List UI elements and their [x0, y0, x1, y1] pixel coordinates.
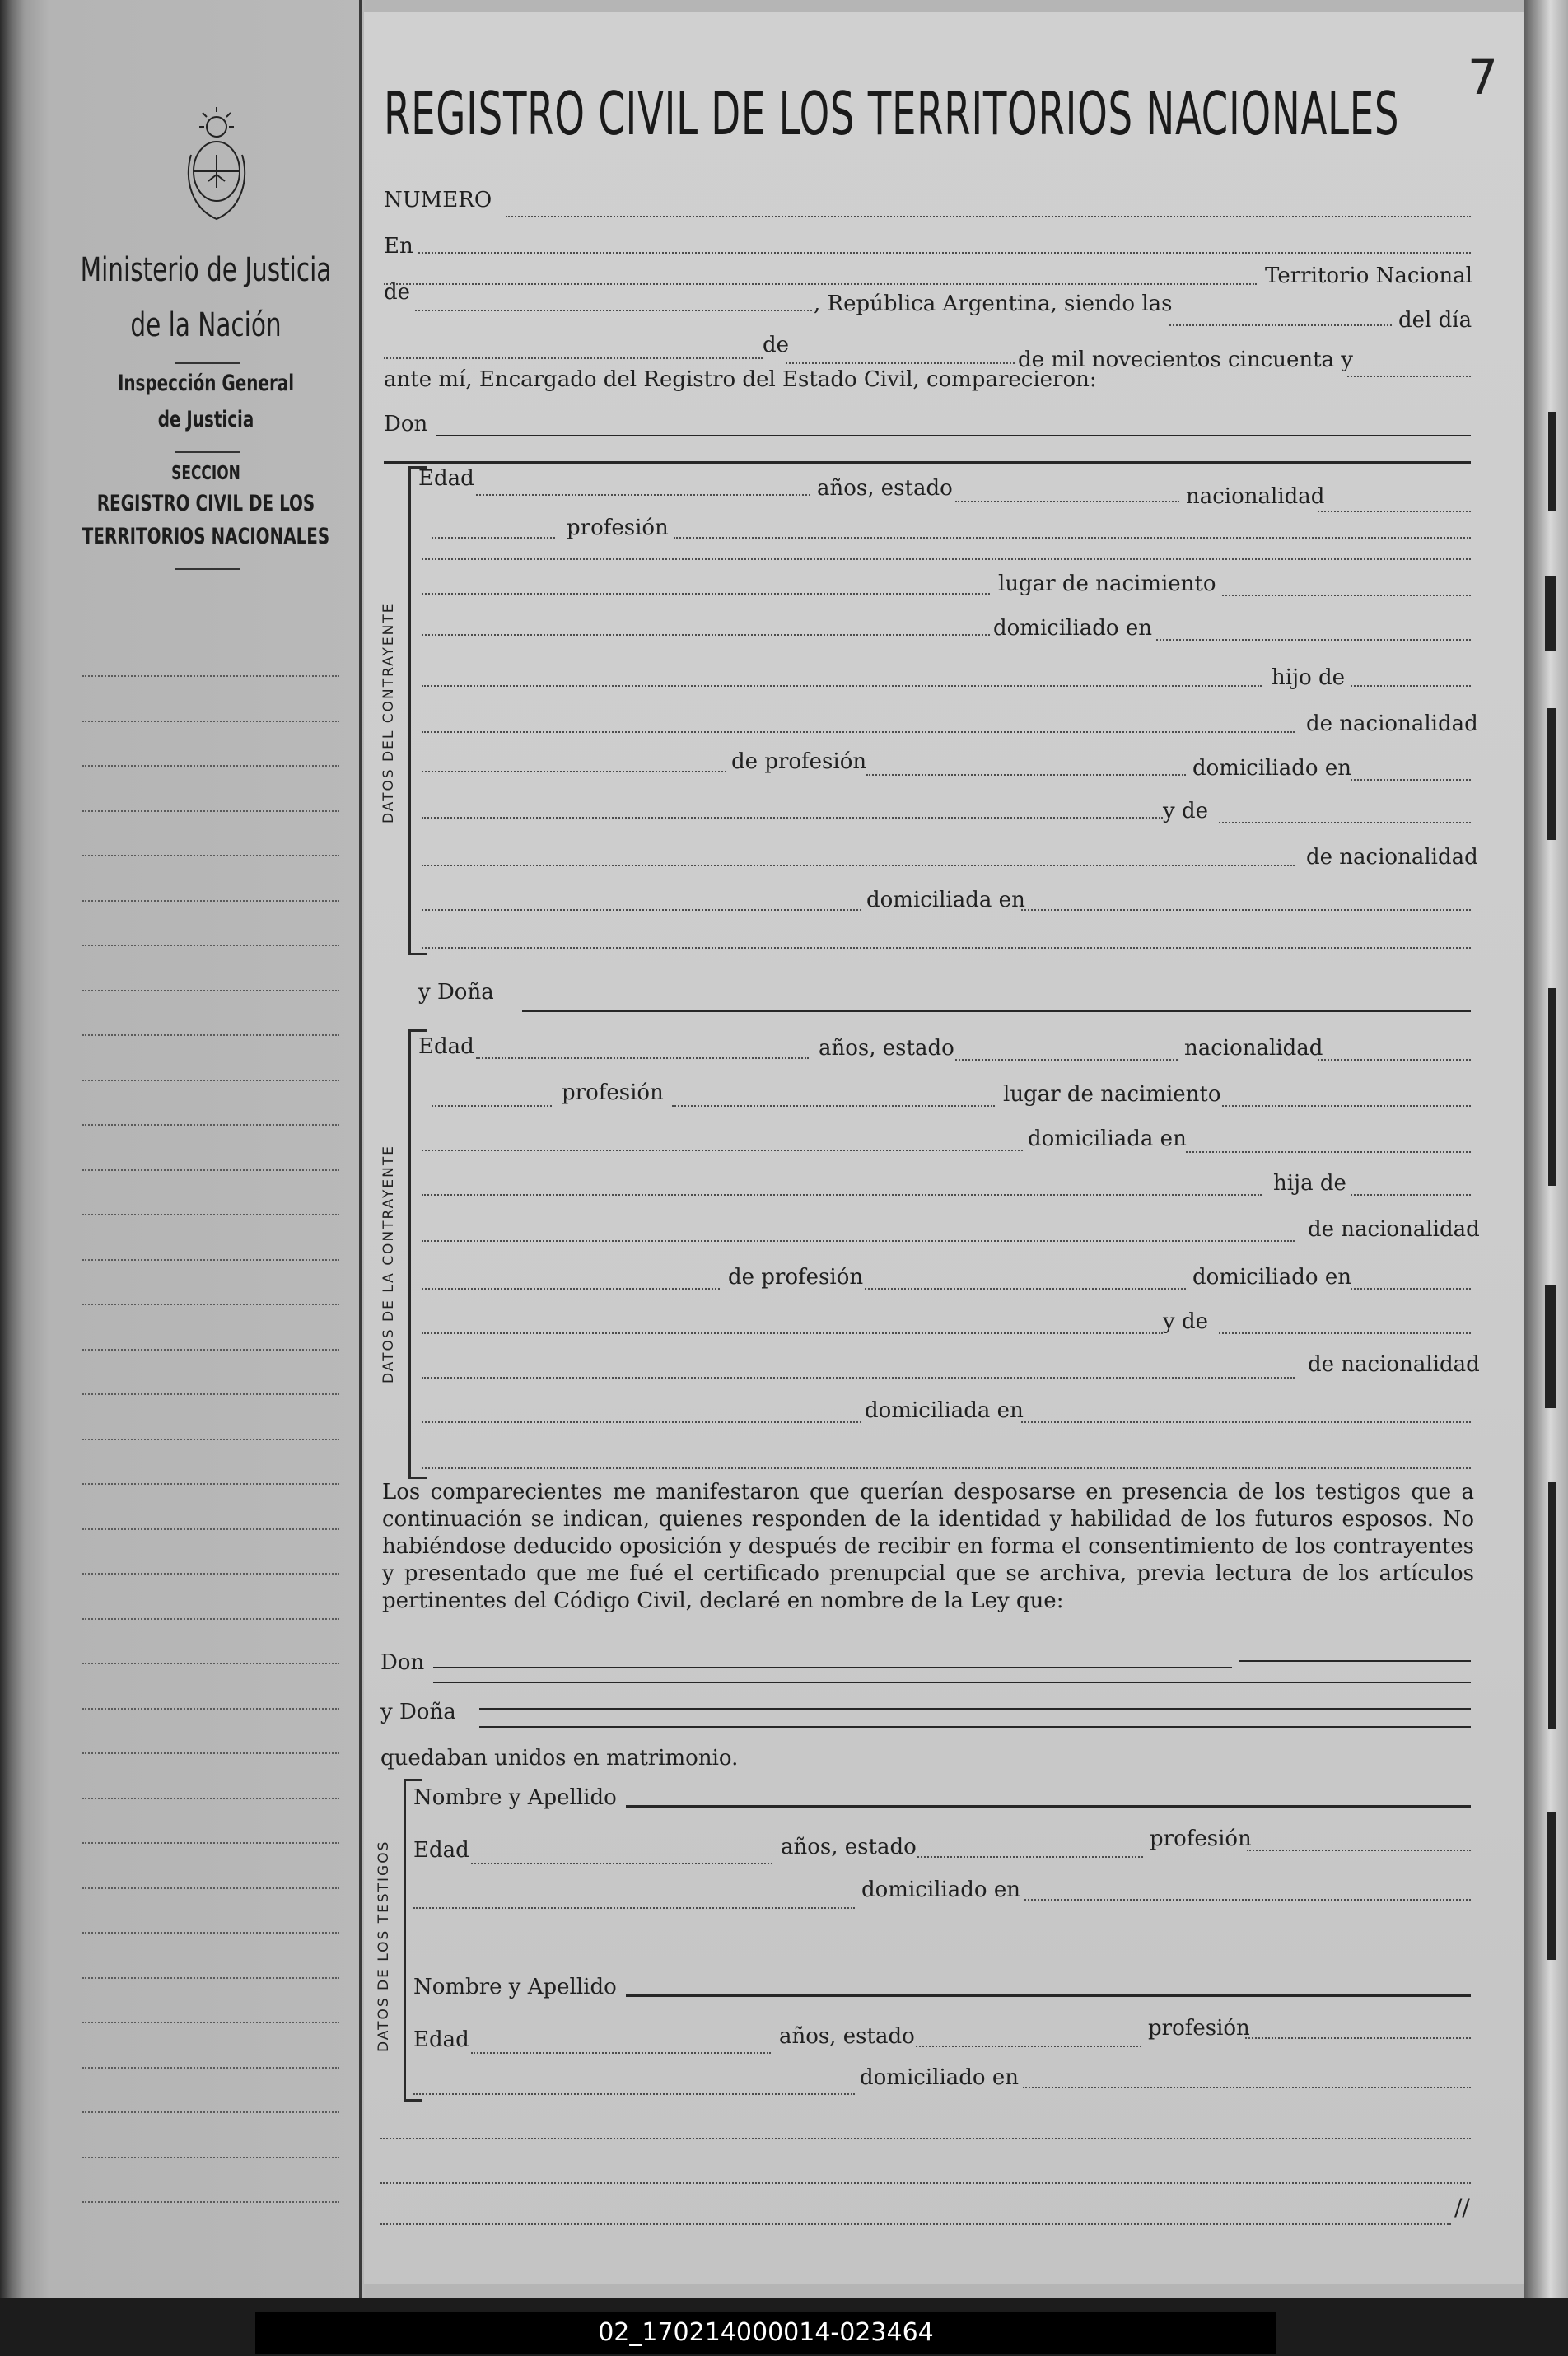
c-hijo-field[interactable] — [1351, 685, 1471, 687]
margin-note-line[interactable] — [82, 1977, 339, 1979]
decl-y-dona-label: y Doña — [380, 1700, 456, 1724]
c-nacionalidad-field[interactable] — [1318, 511, 1471, 512]
en-field[interactable] — [418, 252, 1471, 254]
margin-note-line[interactable] — [82, 2201, 339, 2203]
c-anos-estado-label: años, estado — [817, 476, 953, 501]
c-edad-label: Edad — [418, 466, 474, 491]
f-domicilio-pre[interactable] — [422, 1150, 1023, 1151]
de-field[interactable] — [415, 310, 812, 311]
don-label: Don — [384, 412, 428, 436]
f-y-de-label: y de — [1163, 1309, 1208, 1334]
t2-edad-label: Edad — [413, 2027, 469, 2052]
f-estado-field[interactable] — [955, 1059, 1178, 1061]
t1-profesion-field[interactable] — [1247, 1850, 1471, 1851]
f-de-nac2-label: de nacionalidad — [1308, 1352, 1480, 1377]
c-hijo-label: hijo de — [1272, 665, 1346, 690]
department-line-2: de Justicia — [157, 407, 254, 432]
bracket-t-top — [404, 1779, 422, 1781]
t2-dom-pre[interactable] — [413, 2093, 855, 2095]
column-divider — [359, 0, 362, 2298]
t2-anos-estado-label: años, estado — [779, 2024, 915, 2049]
image-id-footer: 02_170214000014-023464 — [255, 2312, 1276, 2354]
margin-note-line[interactable] — [82, 1259, 339, 1261]
testigos-side-label: DATOS DE LOS TESTIGOS — [376, 1840, 392, 2052]
don-field-underline — [384, 461, 1471, 464]
t1-domiciliado-label: domiciliado en — [861, 1878, 1020, 1902]
f-nacionalidad-label: nacionalidad — [1184, 1036, 1323, 1061]
c-profesion-field-2[interactable] — [422, 558, 1471, 560]
f-edad-label: Edad — [418, 1034, 474, 1059]
margin-note-line[interactable] — [82, 2157, 339, 2158]
f-padre-field[interactable] — [422, 1240, 1295, 1242]
t1-estado-field[interactable] — [917, 1856, 1143, 1858]
margin-note-line[interactable] — [82, 1887, 339, 1889]
book-page-edge — [1524, 0, 1568, 2298]
c-madre-nac-field[interactable] — [422, 909, 861, 911]
c-madre-pre[interactable] — [422, 817, 1163, 819]
margin-note-line[interactable] — [82, 945, 339, 946]
section-line-2: TERRITORIOS NACIONALES — [82, 524, 330, 549]
margin-note-line[interactable] — [82, 1393, 339, 1395]
f-de-nac1-label: de nacionalidad — [1308, 1217, 1480, 1242]
margin-note-line[interactable] — [82, 1618, 339, 1620]
f-hija-label: hija de — [1273, 1171, 1346, 1196]
margin-note-line[interactable] — [82, 1663, 339, 1664]
f-madre-dom-field[interactable] — [1021, 1421, 1471, 1423]
c-padre-field[interactable] — [422, 731, 1295, 733]
dia-field[interactable] — [384, 357, 763, 359]
f-anos-estado-label: años, estado — [819, 1036, 954, 1061]
margin-note-line[interactable] — [82, 1798, 339, 1799]
f-madre-field-2[interactable] — [422, 1377, 1295, 1379]
margin-note-line[interactable] — [82, 1708, 339, 1710]
en-label: En — [384, 234, 413, 259]
margin-note-line[interactable] — [82, 1528, 339, 1530]
f-edad-field[interactable] — [476, 1057, 809, 1059]
f-nacionalidad-field[interactable] — [1318, 1059, 1471, 1061]
contrayente-f-bracket — [408, 1029, 411, 1479]
f-madre-pre[interactable] — [422, 1332, 1163, 1334]
t1-domiciliado-field[interactable] — [1024, 1899, 1471, 1901]
ministry-line-2: de la Nación — [130, 306, 282, 344]
contrayente-f-side-label: DATOS DE LA CONTRAYENTE — [380, 1145, 397, 1383]
c-lugar-field-pre[interactable] — [422, 593, 990, 595]
margin-note-line[interactable] — [82, 1439, 339, 1440]
f-profesion-label: profesión — [562, 1080, 664, 1105]
de-mes-label: de — [763, 333, 790, 357]
c-domicilio-pre[interactable] — [422, 634, 990, 636]
don-field[interactable] — [436, 435, 1471, 436]
c-nacionalidad-label: nacionalidad — [1186, 484, 1325, 509]
y-dona-label: y Doña — [418, 980, 494, 1005]
f-extra-field[interactable] — [422, 1467, 1471, 1469]
f-padre-dom-field[interactable] — [1351, 1288, 1471, 1290]
numero-field[interactable] — [506, 216, 1471, 217]
f-padre-nac-field[interactable] — [422, 1288, 720, 1290]
t1-edad-field[interactable] — [471, 1863, 772, 1864]
margin-note-line[interactable] — [82, 1349, 339, 1351]
margin-note-line[interactable] — [82, 1483, 339, 1485]
c-de-nac2-label: de nacionalidad — [1306, 845, 1478, 870]
mes-field[interactable] — [786, 362, 1015, 364]
department-line-1: Inspección General — [117, 371, 295, 396]
f-madre-nac-field[interactable] — [422, 1421, 861, 1423]
t1-anos-estado-label: años, estado — [781, 1835, 917, 1859]
testigos-bracket — [404, 1779, 406, 2102]
f-nac-field-2[interactable] — [432, 1105, 552, 1107]
unidos-label: quedaban unidos en matrimonio. — [380, 1746, 739, 1770]
territorio-label: Territorio Nacional — [1265, 264, 1472, 288]
page-number: 7 — [1468, 49, 1498, 105]
c-nacionalidad-field-2[interactable] — [432, 537, 555, 539]
f-lugar-field[interactable] — [1222, 1105, 1471, 1107]
mil-novecientos-label: de mil novecientos cincuenta y — [1018, 348, 1353, 372]
f-domiciliada-label: domiciliada en — [1028, 1127, 1187, 1151]
t1-nombre-label: Nombre y Apellido — [413, 1785, 617, 1810]
c-domiciliado2-label: domiciliado en — [1192, 756, 1351, 781]
c-extra-field[interactable] — [422, 947, 1471, 949]
section-line-1: REGISTRO CIVIL DE LOS — [96, 491, 315, 516]
decl-y-dona-field[interactable] — [479, 1708, 1471, 1710]
f-domiciliada-field[interactable] — [1186, 1151, 1471, 1153]
f-madre-field[interactable] — [1219, 1332, 1471, 1334]
hora-field[interactable] — [1169, 324, 1392, 326]
f-de-prof-label: de profesión — [728, 1265, 864, 1290]
ante-mi-label: ante mí, Encargado del Registro del Estado Civil, comparecieron: — [384, 367, 1097, 392]
t2-domiciliado-label: domiciliado en — [860, 2065, 1019, 2090]
de-label: de — [384, 280, 411, 305]
contrayente-side-label: DATOS DEL CONTRAYENTE — [380, 602, 397, 823]
margin-note-line[interactable] — [82, 721, 339, 722]
ministry-rule — [175, 362, 240, 364]
end-mark: // — [1454, 2194, 1470, 2221]
f-hija-pre[interactable] — [422, 1194, 1262, 1196]
margin-note-line[interactable] — [82, 1842, 339, 1844]
t1-nombre-field[interactable] — [626, 1805, 1471, 1808]
margin-note-line[interactable] — [82, 1124, 339, 1126]
extra-line-3[interactable] — [380, 2223, 1451, 2225]
c-de-nac1-label: de nacionalidad — [1306, 711, 1478, 736]
decl-don-label: Don — [380, 1650, 425, 1675]
decl-don-underline — [433, 1682, 1471, 1683]
c-profesion-label: profesión — [567, 516, 669, 540]
department-rule — [175, 451, 240, 453]
left-margin-column — [49, 0, 362, 2298]
margin-note-line[interactable] — [82, 2022, 339, 2023]
decl-y-dona-underline — [479, 1726, 1471, 1728]
form-title: REGISTRO CIVIL DE LOS TERRITORIOS NACIONALES — [384, 79, 1400, 148]
t2-nombre-field[interactable] — [626, 1994, 1471, 1997]
c-madre-field-2[interactable] — [422, 865, 1295, 866]
margin-note-line[interactable] — [82, 675, 339, 677]
section-rule — [175, 568, 240, 570]
f-hija-field[interactable] — [1351, 1194, 1471, 1196]
c-padre-prof-field[interactable] — [866, 774, 1186, 776]
margin-note-line[interactable] — [82, 855, 339, 856]
c-estado-field[interactable] — [955, 501, 1179, 502]
bracket-bottom — [408, 953, 427, 955]
bracket-t-bottom — [404, 2099, 422, 2102]
margin-note-line[interactable] — [82, 810, 339, 812]
declaration-paragraph: Los comparecientes me manifestaron que querían desposarse en presencia de los testigos que a continuación se indican, quienes responden de la identidad y habilidad de los futuros esposos. No habiéndose deducido oposición y después de recibir en forma el consentimiento de los contrayentes y presentado que me fué el certificado prenupcial que se archiva, previa lectura de los artículos pertinentes del Código Civil, declaré en nombre de la Ley que: — [382, 1480, 1474, 1613]
t1-dom-pre[interactable] — [413, 1907, 855, 1909]
c-edad-field[interactable] — [476, 494, 810, 496]
c-lugar-label: lugar de nacimiento — [998, 572, 1216, 596]
section-label: SECCION — [171, 463, 240, 484]
margin-note-line[interactable] — [82, 2111, 339, 2113]
bracket-f-top — [408, 1029, 427, 1032]
c-madre-dom-field[interactable] — [1021, 909, 1471, 911]
t2-profesion-field[interactable] — [1245, 2037, 1471, 2039]
c-profesion-field[interactable] — [674, 537, 1471, 539]
margin-note-line[interactable] — [82, 1573, 339, 1575]
margin-note-line[interactable] — [82, 1080, 339, 1081]
c-domiciliado-field[interactable] — [1156, 639, 1471, 641]
y-dona-field[interactable] — [522, 1010, 1471, 1012]
t2-domiciliado-field[interactable] — [1023, 2087, 1471, 2088]
f-domiciliado-label: domiciliado en — [1192, 1265, 1351, 1290]
c-y-de-label: y de — [1163, 799, 1208, 823]
decl-don-field-2[interactable] — [1239, 1660, 1471, 1662]
margin-note-line[interactable] — [82, 2067, 339, 2069]
argentine-coat-of-arms-icon — [180, 105, 254, 229]
c-madre-field[interactable] — [1219, 822, 1471, 823]
extra-line-1[interactable] — [380, 2138, 1471, 2139]
t2-profesion-label: profesión — [1148, 2016, 1250, 2041]
margin-note-line[interactable] — [82, 1214, 339, 1215]
decl-don-field[interactable] — [433, 1667, 1232, 1668]
ministry-line-1: Ministerio de Justicia — [80, 251, 332, 289]
c-de-prof-label: de profesión — [731, 749, 867, 774]
del-dia-label: del día — [1398, 308, 1472, 333]
f-lugar-label: lugar de nacimiento — [1003, 1082, 1221, 1107]
c-padre-nac-field[interactable] — [422, 771, 726, 772]
margin-note-line[interactable] — [82, 1932, 339, 1934]
f-padre-prof-field[interactable] — [865, 1288, 1186, 1290]
numero-label: NUMERO — [384, 188, 492, 212]
margin-note-line[interactable] — [82, 1752, 339, 1754]
t2-estado-field[interactable] — [916, 2046, 1141, 2047]
t1-profesion-label: profesión — [1150, 1826, 1252, 1851]
f-profesion-field[interactable] — [672, 1105, 995, 1107]
contrayente-bracket — [408, 466, 411, 955]
en-field-2[interactable] — [384, 283, 1257, 285]
ano-field[interactable] — [1347, 376, 1471, 377]
margin-note-line[interactable] — [82, 1034, 339, 1036]
c-padre-dom-field[interactable] — [1351, 779, 1471, 781]
margin-note-line[interactable] — [82, 765, 339, 767]
c-domiciliada-label: domiciliada en — [866, 888, 1025, 912]
t2-edad-field[interactable] — [471, 2052, 771, 2054]
margin-note-line[interactable] — [82, 1304, 339, 1305]
c-domiciliado-label: domiciliado en — [993, 616, 1152, 641]
t1-edad-label: Edad — [413, 1838, 469, 1863]
c-hijo-pre[interactable] — [422, 685, 1262, 687]
margin-note-line[interactable] — [82, 990, 339, 991]
extra-line-2[interactable] — [380, 2182, 1471, 2184]
republica-label: , República Argentina, siendo las — [814, 292, 1173, 316]
c-lugar-field[interactable] — [1222, 595, 1471, 596]
t2-nombre-label: Nombre y Apellido — [413, 1975, 617, 1999]
f-domiciliada2-label: domiciliada en — [865, 1398, 1024, 1423]
margin-note-line[interactable] — [82, 1169, 339, 1171]
margin-note-line[interactable] — [82, 900, 339, 902]
